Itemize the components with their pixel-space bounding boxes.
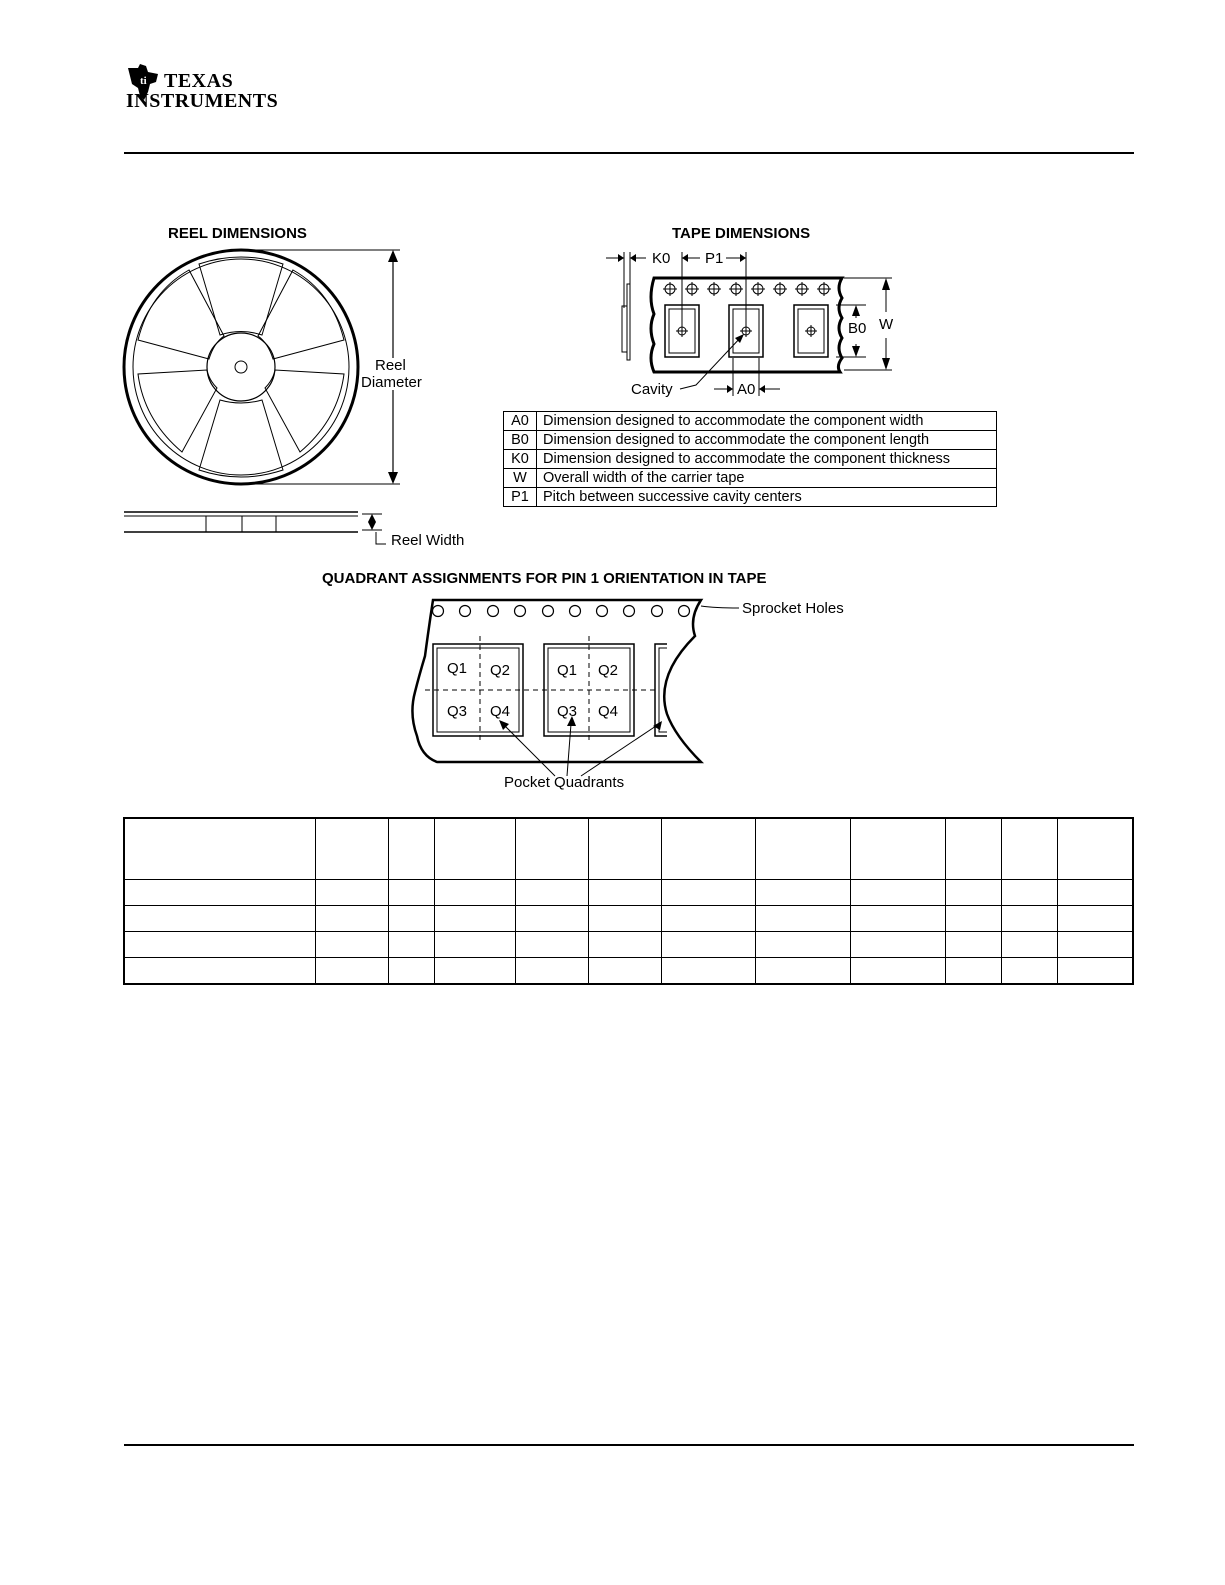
reel-heading: REEL DIMENSIONS [168,225,307,242]
cavity-label: Cavity [631,381,673,398]
table-cell [124,880,316,906]
table-cell [756,906,851,932]
table-cell [756,880,851,906]
table-cell [851,818,946,880]
w-label: W [879,316,894,333]
table-cell [756,932,851,958]
pocket1-q1: Q1 [447,660,468,677]
table-cell [662,880,756,906]
reel-diameter-label-2: Diameter [361,374,422,391]
table-cell [946,818,1002,880]
table-cell [389,906,435,932]
svg-text:ti: ti [140,75,147,87]
definition-row [504,450,997,469]
table-cell [389,818,435,880]
table-cell [516,958,589,985]
table-cell [662,818,756,880]
table-cell [946,932,1002,958]
table-cell [946,906,1002,932]
definition-symbol: B0 [504,431,537,450]
table-cell [589,932,662,958]
definition-description: Overall width of the carrier tape [537,469,997,488]
table-cell [1002,880,1058,906]
pocket2-q2: Q2 [598,662,619,679]
table-cell [435,932,516,958]
table-cell [316,958,389,985]
pocket2-q1: Q1 [557,662,578,679]
reel-diameter-label-1: Reel [375,357,406,374]
table-cell [1058,958,1134,985]
ti-logo [124,60,294,112]
table-cell [946,958,1002,985]
table-row [124,958,1133,985]
table-cell [662,906,756,932]
table-cell [124,818,316,880]
header-rule [124,152,1134,154]
table-cell [316,880,389,906]
reel-diagram [110,240,410,550]
table-cell [124,932,316,958]
tape-definitions-table [503,411,997,507]
table-cell [851,880,946,906]
pocket1-q4: Q4 [490,703,511,720]
table-cell [1058,880,1134,906]
table-cell [1002,906,1058,932]
definition-row [504,469,997,488]
pocket2-q4: Q4 [598,703,619,720]
table-header-row [124,818,1133,880]
table-cell [316,818,389,880]
table-cell [589,818,662,880]
pocket1-q3: Q3 [447,703,468,720]
table-cell [589,880,662,906]
table-cell [756,958,851,985]
pocket2-q3: Q3 [557,703,578,720]
table-cell [756,818,851,880]
table-row [124,906,1133,932]
a0-label: A0 [737,381,756,398]
table-cell [662,932,756,958]
table-cell [516,932,589,958]
table-cell [1002,818,1058,880]
sprocket-holes-label: Sprocket Holes [742,600,844,617]
reel-width-label: Reel Width [391,532,465,549]
table-cell [1058,818,1134,880]
table-cell [316,906,389,932]
b0-label: B0 [848,320,867,337]
brand-line1: TEXAS [164,70,234,92]
table-cell [516,906,589,932]
definition-description: Dimension designed to accommodate the component width [537,412,997,431]
table-cell [851,958,946,985]
pocket1-q2: Q2 [490,662,511,679]
table-cell [124,906,316,932]
footer-rule [124,1444,1134,1446]
table-cell [1002,958,1058,985]
table-cell [435,818,516,880]
definition-description: Dimension designed to accommodate the component length [537,431,997,450]
table-cell [435,906,516,932]
table-cell [946,880,1002,906]
tape-reel-info-table [123,817,1134,985]
table-cell [389,932,435,958]
table-cell [516,818,589,880]
table-cell [435,880,516,906]
table-cell [1058,906,1134,932]
definition-description: Pitch between successive cavity centers [537,488,997,507]
table-cell [124,958,316,985]
definition-symbol: K0 [504,450,537,469]
brand-line2: INSTRUMENTS [126,90,279,112]
table-cell [1002,932,1058,958]
pocket-quadrants-label: Pocket Quadrants [504,774,625,791]
table-cell [389,958,435,985]
p1-label: P1 [705,250,724,267]
table-cell [662,958,756,985]
definition-description: Dimension designed to accommodate the component thickness [537,450,997,469]
quadrant-diagram [405,596,735,771]
table-row [124,880,1133,906]
table-cell [851,906,946,932]
table-cell [316,932,389,958]
table-cell [589,906,662,932]
table-cell [389,880,435,906]
definition-symbol: P1 [504,488,537,507]
table-cell [435,958,516,985]
tape-heading: TAPE DIMENSIONS [672,225,811,242]
table-cell [1058,932,1134,958]
definition-row [504,431,997,450]
table-cell [851,932,946,958]
definition-symbol: A0 [504,412,537,431]
definition-row [504,488,997,507]
table-cell [516,880,589,906]
quadrant-heading: QUADRANT ASSIGNMENTS FOR PIN 1 ORIENTATION IN TAPE [322,570,767,587]
table-cell [589,958,662,985]
definition-symbol: W [504,469,537,488]
table-row [124,932,1133,958]
k0-label: K0 [652,250,671,267]
definition-row [504,412,997,431]
